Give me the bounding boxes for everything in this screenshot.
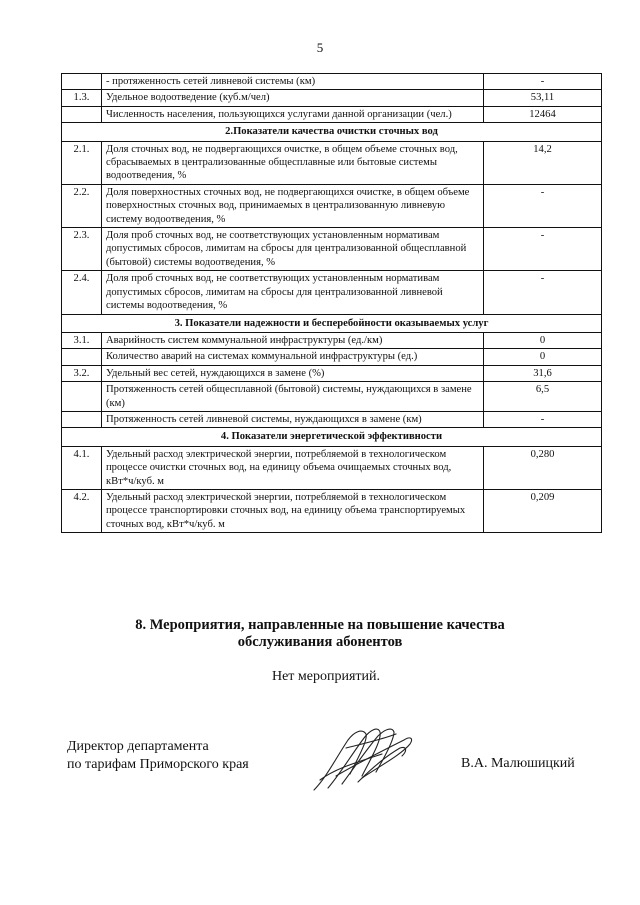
table-row	[62, 365, 602, 381]
handwritten-signature	[306, 718, 426, 798]
table-row	[62, 141, 602, 184]
row-value: 31,6	[484, 365, 602, 381]
row-number	[62, 349, 102, 365]
row-value: 0	[484, 332, 602, 348]
row-text: Доля поверхностных сточных вод, не подвергающихся очистке, в общем объеме поверхностных сточных вод, принимаемых в централизованную ливневую систему водоотведения, %	[102, 184, 484, 227]
section-title: 2.Показатели качества очистки сточных вод	[62, 123, 602, 141]
row-number: 2.2.	[62, 184, 102, 227]
row-value: -	[484, 228, 602, 271]
row-number: 2.3.	[62, 228, 102, 271]
row-text: Протяженность сетей общесплавной (бытовой) системы, нуждающихся в замене (км)	[102, 382, 484, 412]
row-value: -	[484, 411, 602, 427]
table-row	[62, 271, 602, 314]
row-text: Удельный вес сетей, нуждающихся в замене (%)	[102, 365, 484, 381]
signer-title	[67, 738, 249, 774]
row-number	[62, 411, 102, 427]
row-text: Удельный расход электрической энергии, потребляемой в технологическом процессе очистки сточных вод, на единицу объема очищаемых сточных вод, кВт*ч/куб. м	[102, 446, 484, 489]
row-value: -	[484, 74, 602, 90]
row-value: -	[484, 184, 602, 227]
row-number	[62, 106, 102, 122]
row-value: 12464	[484, 106, 602, 122]
section-header	[62, 428, 602, 446]
row-number: 1.3.	[62, 90, 102, 106]
row-number	[62, 74, 102, 90]
table-row	[62, 382, 602, 412]
row-value: 6,5	[484, 382, 602, 412]
section-title: 4. Показатели энергетической эффективности	[62, 428, 602, 446]
signer-name: В.А. Малюшицкий	[461, 756, 575, 771]
section-title: 3. Показатели надежности и бесперебойности оказываемых услуг	[62, 314, 602, 332]
table-row	[62, 349, 602, 365]
signer-title-line: Директор департамента	[67, 739, 209, 754]
row-text: Протяженность сетей ливневой системы, нуждающихся в замене (км)	[102, 411, 484, 427]
row-number: 4.2.	[62, 489, 102, 532]
row-number: 4.1.	[62, 446, 102, 489]
page-number: 5	[316, 40, 324, 55]
section-header	[62, 123, 602, 141]
table-row	[62, 332, 602, 348]
row-number: 3.2.	[62, 365, 102, 381]
row-number: 2.4.	[62, 271, 102, 314]
table-row	[62, 411, 602, 427]
table-row	[62, 489, 602, 532]
row-text: Доля проб сточных вод, не соответствующих установленным нормативам допустимых сбросов, лимитам на сбросы для централизованной ливневой системы водоотведения, %	[102, 271, 484, 314]
row-value: 0,280	[484, 446, 602, 489]
table-row	[62, 106, 602, 122]
row-value: 53,11	[484, 90, 602, 106]
table-row	[62, 446, 602, 489]
measures-heading-line: 8. Мероприятия, направленные на повышение качества	[135, 617, 505, 633]
section-header	[62, 314, 602, 332]
row-value: 0,209	[484, 489, 602, 532]
row-text: Доля проб сточных вод, не соответствующих установленным нормативам допустимых сбросов, лимитам на сбросы для централизованной общесплавной (бытовой) системы водоотведения, %	[102, 228, 484, 271]
table-row	[62, 74, 602, 90]
signer-title-line: по тарифам Приморского края	[67, 757, 249, 772]
measures-text: Нет мероприятий.	[271, 669, 381, 684]
row-text: Доля сточных вод, не подвергающихся очистке, в общем объеме сточных вод, сбрасываемых в централизованные общесплавные или бытовые системы водоотведения, %	[102, 141, 484, 184]
row-text: Аварийность систем коммунальной инфраструктуры (ед./км)	[102, 332, 484, 348]
row-number	[62, 382, 102, 412]
table-row	[62, 184, 602, 227]
row-number: 3.1.	[62, 332, 102, 348]
row-text: Численность населения, пользующихся услугами данной организации (чел.)	[102, 106, 484, 122]
measures-heading	[0, 617, 640, 651]
row-text: Количество аварий на системах коммунальной инфраструктуры (ед.)	[102, 349, 484, 365]
table-row	[62, 90, 602, 106]
row-number: 2.1.	[62, 141, 102, 184]
row-text: Удельный расход электрической энергии, потребляемой в технологическом процессе транспортировки сточных вод, на единицу объема транспортируемых сточных вод, кВт*ч/куб. м	[102, 489, 484, 532]
measures-heading-line: обслуживания абонентов	[237, 634, 403, 650]
metrics-table	[61, 73, 602, 533]
row-text: - протяженность сетей ливневой системы (км)	[102, 74, 484, 90]
row-value: 0	[484, 349, 602, 365]
row-text: Удельное водоотведение (куб.м/чел)	[102, 90, 484, 106]
row-value: 14,2	[484, 141, 602, 184]
row-value: -	[484, 271, 602, 314]
table-row	[62, 228, 602, 271]
